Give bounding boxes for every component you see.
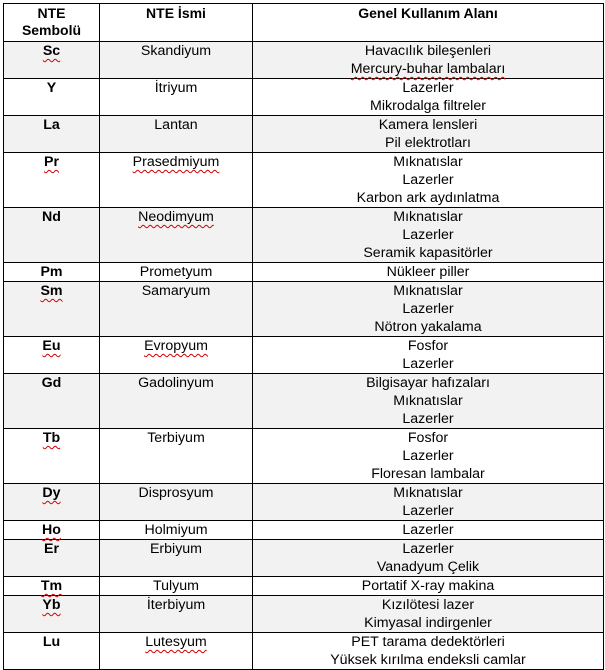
- table-row: [4, 484, 604, 521]
- cell-usage: [253, 79, 604, 116]
- table-row: [4, 116, 604, 153]
- element-name: Lutesyum: [145, 634, 207, 650]
- cell-usage: [253, 263, 604, 282]
- usage-item: Lazerler: [402, 541, 454, 557]
- usage-item: Lazerler: [402, 522, 454, 538]
- cell-name: [100, 596, 253, 633]
- element-name: Prasedmiyum: [132, 154, 220, 170]
- rare-earth-table: [3, 3, 604, 670]
- usage-item: Portatif X-ray makina: [361, 578, 495, 594]
- table-body: [4, 42, 604, 670]
- element-name: İterbiyum: [146, 597, 206, 613]
- usage-item: Havacılık bileşenleri: [364, 43, 492, 59]
- cell-usage: [253, 337, 604, 374]
- usage-item: Seramik kapasitörler: [363, 245, 493, 261]
- table-row: [4, 79, 604, 116]
- cell-usage: [253, 282, 604, 337]
- element-name: Neodimyum: [138, 209, 214, 225]
- usage-item: Kızılötesi lazer: [381, 597, 475, 613]
- cell-symbol: [4, 540, 100, 577]
- usage-item: Nükleer piller: [386, 264, 470, 280]
- element-symbol: Tb: [42, 430, 61, 446]
- element-name: Lantan: [154, 117, 198, 133]
- header-symbol-line2: Sembolü: [21, 22, 82, 38]
- cell-usage: [253, 153, 604, 208]
- cell-symbol: [4, 282, 100, 337]
- usage-item: Fosfor: [407, 338, 449, 354]
- usage-item: Kimyasal indirgenler: [364, 615, 492, 631]
- usage-item: Lazerler: [402, 356, 454, 372]
- usage-item: Karbon ark aydınlatma: [356, 190, 500, 206]
- cell-name: [100, 79, 253, 116]
- cell-name: [100, 374, 253, 429]
- table-row: [4, 153, 604, 208]
- usage-item: Mıknatıslar: [393, 283, 463, 299]
- cell-name: [100, 42, 253, 79]
- element-symbol: Tm: [40, 578, 63, 594]
- element-symbol: Pm: [40, 264, 63, 280]
- usage-item: Lazerler: [402, 80, 454, 96]
- cell-name: [100, 208, 253, 263]
- cell-usage: [253, 596, 604, 633]
- element-name: Holmiyum: [144, 522, 208, 538]
- header-name: [100, 4, 253, 42]
- usage-item: Vanadyum Çelik: [376, 559, 480, 575]
- usage-item: Lazerler: [402, 448, 454, 464]
- usage-item: Lazerler: [402, 301, 454, 317]
- cell-usage: [253, 633, 604, 670]
- element-name: Erbiyum: [149, 541, 203, 557]
- element-name: İtriyum: [154, 80, 198, 96]
- cell-symbol: [4, 577, 100, 596]
- header-row: [4, 4, 604, 42]
- element-name: Samaryum: [141, 283, 211, 299]
- header-symbol-line1: NTE: [37, 5, 66, 21]
- header-name-label: NTE İsmi: [146, 5, 206, 21]
- usage-item: Mikrodalga filtreler: [370, 98, 486, 114]
- element-name: Evropyum: [144, 338, 208, 354]
- table-row: [4, 208, 604, 263]
- element-symbol: Yb: [42, 597, 61, 613]
- cell-name: [100, 116, 253, 153]
- usage-item: Mıknatıslar: [393, 485, 463, 501]
- table-row: [4, 577, 604, 596]
- cell-symbol: [4, 633, 100, 670]
- table-row: [4, 540, 604, 577]
- cell-usage: [253, 577, 604, 596]
- element-symbol: Y: [46, 80, 57, 96]
- usage-item: Mıknatıslar: [393, 154, 463, 170]
- table-row: [4, 429, 604, 484]
- element-symbol: Ho: [42, 522, 61, 538]
- element-symbol: Nd: [42, 209, 61, 225]
- element-symbol: Er: [44, 541, 59, 557]
- cell-symbol: [4, 374, 100, 429]
- usage-item: Mercury-buhar lambaları: [350, 61, 506, 77]
- cell-usage: [253, 521, 604, 540]
- cell-symbol: [4, 208, 100, 263]
- cell-symbol: [4, 484, 100, 521]
- usage-item: Pil elektrotları: [385, 135, 471, 151]
- usage-item: Lazerler: [402, 503, 454, 519]
- cell-usage: [253, 540, 604, 577]
- cell-name: [100, 153, 253, 208]
- cell-symbol: [4, 79, 100, 116]
- cell-name: [100, 484, 253, 521]
- cell-usage: [253, 208, 604, 263]
- table-row: [4, 633, 604, 670]
- header-usage-label: Genel Kullanım Alanı: [358, 5, 498, 21]
- cell-name: [100, 282, 253, 337]
- usage-item: Lazerler: [402, 172, 454, 188]
- cell-usage: [253, 374, 604, 429]
- element-symbol: Eu: [42, 338, 61, 354]
- table-row: [4, 263, 604, 282]
- cell-usage: [253, 429, 604, 484]
- element-name: Gadolinyum: [138, 375, 214, 391]
- cell-symbol: [4, 153, 100, 208]
- element-symbol: La: [43, 117, 60, 133]
- element-symbol: Sc: [42, 43, 61, 59]
- element-name: Terbiyum: [147, 430, 205, 446]
- element-name: Prometyum: [139, 264, 213, 280]
- table-row: [4, 374, 604, 429]
- cell-name: [100, 633, 253, 670]
- usage-item: Mıknatıslar: [393, 393, 463, 409]
- usage-item: Bilgisayar hafızaları: [366, 375, 490, 391]
- usage-item: Fosfor: [407, 430, 449, 446]
- cell-symbol: [4, 263, 100, 282]
- usage-item: Nötron yakalama: [374, 319, 482, 335]
- cell-name: [100, 429, 253, 484]
- table-row: [4, 596, 604, 633]
- cell-name: [100, 263, 253, 282]
- cell-usage: [253, 42, 604, 79]
- cell-symbol: [4, 596, 100, 633]
- header-symbol: [4, 4, 100, 42]
- table-row: [4, 42, 604, 79]
- cell-symbol: [4, 429, 100, 484]
- table-row: [4, 282, 604, 337]
- element-name: Skandiyum: [140, 43, 212, 59]
- header-usage: [253, 4, 604, 42]
- table-row: [4, 521, 604, 540]
- usage-item: Lazerler: [402, 411, 454, 427]
- usage-item: Floresan lambalar: [371, 466, 485, 482]
- element-symbol: Lu: [42, 634, 61, 650]
- cell-symbol: [4, 42, 100, 79]
- element-name: Disprosyum: [138, 485, 214, 501]
- element-symbol: Sm: [40, 283, 63, 299]
- element-name: Tulyum: [153, 578, 199, 594]
- cell-name: [100, 337, 253, 374]
- cell-symbol: [4, 337, 100, 374]
- usage-item: Yüksek kırılma endeksli camlar: [330, 652, 526, 668]
- element-symbol: Pr: [44, 154, 59, 170]
- usage-item: Mıknatıslar: [393, 209, 463, 225]
- element-symbol: Dy: [42, 485, 61, 501]
- cell-usage: [253, 484, 604, 521]
- usage-item: Lazerler: [402, 227, 454, 243]
- cell-symbol: [4, 116, 100, 153]
- element-symbol: Gd: [41, 375, 62, 391]
- cell-name: [100, 521, 253, 540]
- cell-symbol: [4, 521, 100, 540]
- cell-usage: [253, 116, 604, 153]
- cell-name: [100, 577, 253, 596]
- usage-item: PET tarama dedektörleri: [351, 634, 505, 650]
- usage-item: Kamera lensleri: [378, 117, 478, 133]
- table-row: [4, 337, 604, 374]
- cell-name: [100, 540, 253, 577]
